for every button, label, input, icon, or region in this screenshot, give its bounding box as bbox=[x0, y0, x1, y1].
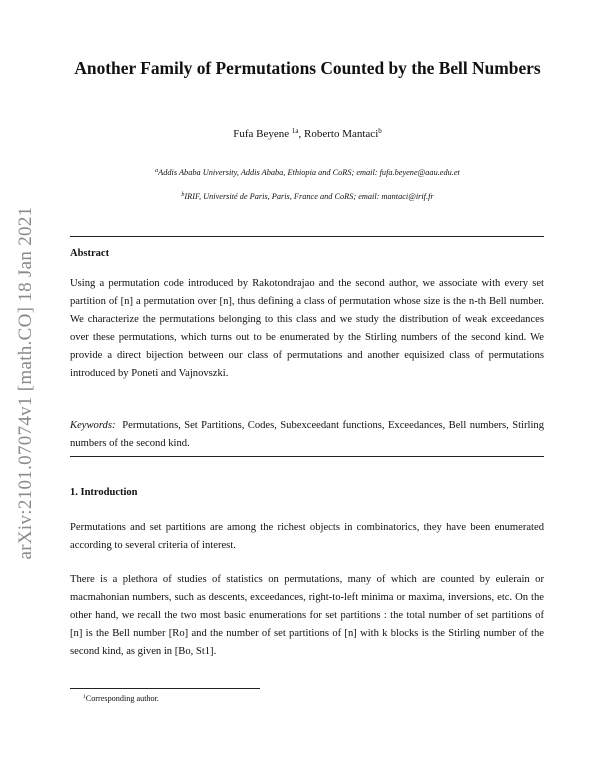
footnote-text: Corresponding author. bbox=[85, 694, 159, 703]
abstract-text: Using a permutation code introduced by Rakotondrajao and the second author, we associate with every set partition of [n] a permutation over [n], thus defining a class of permutation whose size is the n-th Bell number. We characterize the permutations belonging to this class and we study the distribution of weak exceedances over these permutations, which turns out to be enumerated by the Stirling numbers of the second kind. We provide a direct bijection between our class of permutations and another equisized class of permutations introduced by Poneti and Vajnovszki. bbox=[70, 278, 544, 379]
affiliation-b bbox=[60, 192, 555, 201]
abstract-bottom-rule bbox=[70, 456, 544, 457]
paper-title: Another Family of Permutations Counted by the Bell Numbers bbox=[74, 58, 541, 78]
keywords-text: Permutations, Set Partitions, Codes, Subexceedant functions, Exceedances, Bell numbers, Stirling numbers of the second kind. bbox=[70, 420, 544, 449]
author-name-2: Roberto Mantaci bbox=[304, 128, 379, 140]
abstract-heading: Abstract bbox=[70, 248, 110, 259]
keywords-block bbox=[70, 417, 544, 453]
keywords-label: Keywords: bbox=[70, 420, 116, 431]
author-separator: , bbox=[298, 128, 305, 140]
affiliation-b-mark: b bbox=[181, 192, 185, 198]
author-name-1: Fufa Beyene bbox=[233, 128, 290, 140]
arxiv-side-identifier bbox=[6, 200, 46, 565]
arxiv-identifier-text: arXiv:2101.07074v1 [math.CO] 18 Jan 2021 bbox=[15, 206, 36, 559]
introduction-paragraph-2: There is a plethora of studies of statistics on permutations, many of which are counted by eulerain or macmahonian numbers, such as descents, exceedances, right-to-left minima or maxima, inversions, etc. On the other hand, we recall the two most basic enumerations for set partitions : the total number of set partitions of [n] is the Bell number [Ro] and the number of set partitions of [n] with k blocks is the Stirling number of the second kind, as given in [Bo, St1]. bbox=[70, 574, 544, 657]
footnote-rule bbox=[70, 688, 260, 689]
affiliation-a bbox=[60, 168, 555, 177]
section-heading-introduction: 1. Introduction bbox=[70, 487, 138, 498]
affiliation-a-mark: a bbox=[155, 168, 159, 174]
affiliation-b-text: IRIF, Université de Paris, Paris, France and CoRS; email: mantaci@irif.fr bbox=[184, 192, 434, 201]
affiliation-a-text: Addis Ababa University, Addis Ababa, Ethiopia and CoRS; email: fufa.beyene@aau.edu.et bbox=[158, 168, 460, 177]
introduction-paragraph-1: Permutations and set partitions are among the richest objects in combinatorics, they have been enumerated according to several criteria of interest. bbox=[70, 522, 544, 551]
footnote-mark: 1 bbox=[83, 694, 86, 700]
author-2-affiliation-mark: b bbox=[378, 127, 382, 135]
author-1-affiliation-marks: 1a bbox=[291, 127, 299, 135]
footnote bbox=[83, 694, 159, 703]
author-line bbox=[60, 127, 555, 140]
abstract-top-rule bbox=[70, 236, 544, 237]
